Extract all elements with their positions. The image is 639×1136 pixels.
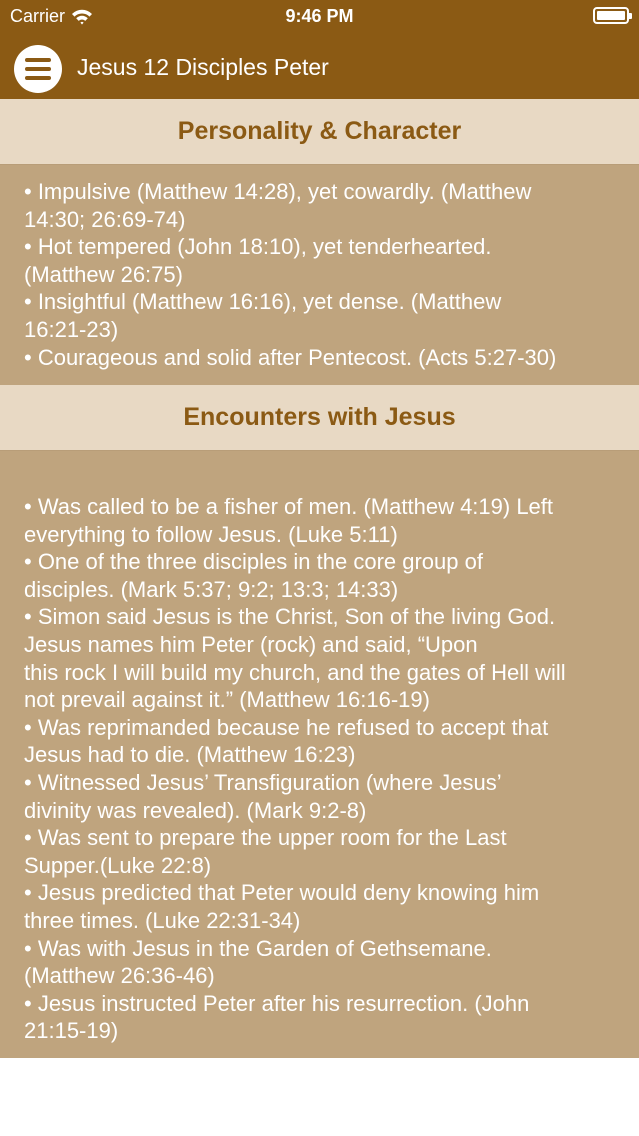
top-bar xyxy=(0,0,639,99)
text-line: Jesus names him Peter (rock) and said, “Upon xyxy=(24,631,478,657)
navigation-bar xyxy=(0,34,639,99)
section-body-encounters xyxy=(0,451,639,1058)
text-line: • Was called to be a fisher of men. (Matthew 4:19) Left xyxy=(24,494,554,519)
text-line: Jesus had to die. (Matthew 16:23) xyxy=(24,742,356,768)
text-line: • Simon said Jesus is the Christ, Son of the living God. xyxy=(24,604,556,630)
text-line: • Impulsive (Matthew 14:28), yet cowardly. (Matthew xyxy=(24,179,532,204)
text-line: 14:30; 26:69-74) xyxy=(24,206,186,232)
text-line: • Courageous and solid after Pentecost. (Acts 5:27-30) xyxy=(24,344,557,370)
text-line: • Insightful (Matthew 16:16), yet dense. (Matthew xyxy=(24,289,502,315)
text-line: • Was reprimanded because he refused to accept that xyxy=(24,714,549,740)
text-line: (Matthew 26:75) xyxy=(24,261,183,287)
text-line: 16:21-23) xyxy=(24,316,119,342)
text-line: • Jesus predicted that Peter would deny knowing him xyxy=(24,880,540,906)
text-line: 21:15-19) xyxy=(24,1018,119,1044)
text-line: everything to follow Jesus. (Luke 5:11) xyxy=(24,521,398,547)
carrier-label: Carrier xyxy=(10,6,66,26)
text-line: • Witnessed Jesus’ Transfiguration (where Jesus’ xyxy=(24,769,502,795)
text-line: this rock I will build my church, and the gates of Hell will xyxy=(24,659,566,685)
text-line: • Was sent to prepare the upper room for the Last xyxy=(24,825,507,851)
section-body-personality xyxy=(0,165,639,385)
text-line: three times. (Luke 22:31-34) xyxy=(24,907,301,933)
section-header-personality xyxy=(0,99,639,165)
battery-icon xyxy=(593,7,629,24)
page-title: Jesus 12 Disciples Peter xyxy=(77,54,329,80)
text-line: Supper.(Luke 22:8) xyxy=(24,852,212,878)
hamburger-menu-icon xyxy=(25,58,51,80)
menu-button[interactable] xyxy=(14,45,62,93)
status-bar xyxy=(0,0,639,34)
text-line: • One of the three disciples in the core group of xyxy=(24,549,483,575)
text-line: • Hot tempered (John 18:10), yet tenderhearted. xyxy=(24,234,492,260)
text-line: disciples. (Mark 5:37; 9:2; 13:3; 14:33) xyxy=(24,576,399,602)
text-line: (Matthew 26:36-46) xyxy=(24,963,215,989)
text-line: • Was with Jesus in the Garden of Gethsemane. xyxy=(24,935,492,961)
section-title: Personality & Character xyxy=(177,117,462,145)
text-line: divinity was revealed). (Mark 9:2-8) xyxy=(24,797,367,823)
text-line: not prevail against it.” (Matthew 16:16-19) xyxy=(24,687,430,713)
section-header-encounters xyxy=(0,385,639,451)
text-line: • Jesus instructed Peter after his resurrection. (John xyxy=(24,990,530,1016)
status-time: 9:46 PM xyxy=(285,6,354,26)
section-title: Encounters with Jesus xyxy=(183,403,456,431)
